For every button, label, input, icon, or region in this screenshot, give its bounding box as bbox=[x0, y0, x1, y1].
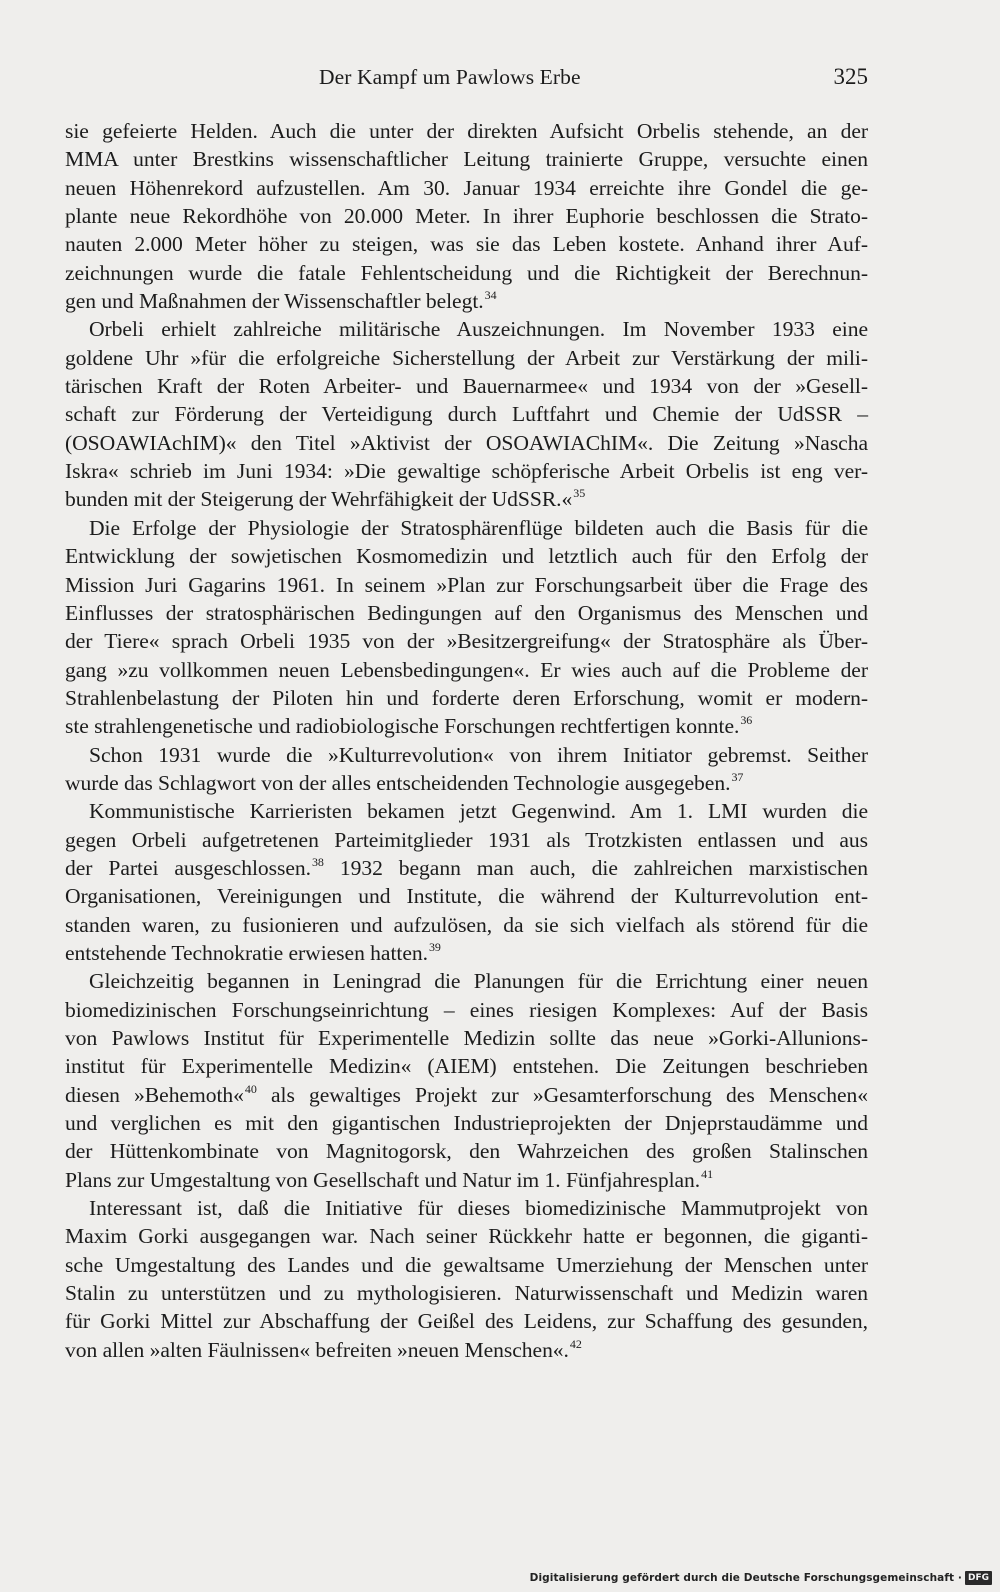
text-line bbox=[65, 627, 868, 655]
line-text: bunden mit der Steigerung der Wehrfähigkeit der UdSSR.« bbox=[65, 487, 573, 512]
line-text: Maxim Gorki ausgegangen war. Nach seiner Rückkehr hatte er begonnen, die giganti- bbox=[65, 1224, 868, 1249]
text-line bbox=[65, 769, 868, 797]
text-line bbox=[65, 457, 868, 485]
footnote-marker[interactable]: 36 bbox=[740, 713, 753, 728]
text-line bbox=[65, 1137, 868, 1165]
line-text: Plans zur Umgestaltung von Gesellschaft und Natur im 1. Fünfjahresplan. bbox=[65, 1167, 701, 1192]
text-line bbox=[65, 400, 868, 428]
dfg-logo: DFG bbox=[965, 1571, 992, 1585]
footnote-marker[interactable]: 37 bbox=[731, 769, 744, 784]
text-line bbox=[65, 117, 868, 145]
line-text: biomedizinischen Forschungseinrichtung – eines riesigen Komplexes: Auf der Basis bbox=[65, 997, 868, 1022]
line-text: ste strahlengenetische und radiobiologische Forschungen rechtfertigen konnte. bbox=[65, 714, 740, 739]
line-text: diesen »Behemoth« bbox=[65, 1082, 244, 1107]
footnote-marker[interactable]: 38 bbox=[311, 854, 324, 869]
line-text: Strahlenbelastung der Piloten hin und forderte deren Erforschung, womit er modern- bbox=[65, 685, 868, 710]
text-line bbox=[65, 1194, 868, 1222]
line-text: Iskra« schrieb im Juni 1934: »Die gewaltige schöpferische Arbeit Orbelis ist eng ver- bbox=[65, 459, 868, 484]
line-text: tärischen Kraft der Roten Arbeiter- und Bauernarmee« und 1934 von der »Gesell- bbox=[65, 374, 868, 399]
line-text: schaft zur Förderung der Verteidigung durch Luftfahrt und Chemie der UdSSR – bbox=[65, 402, 868, 427]
line-text: Mission Juri Gagarins 1961. In seinem »Plan zur Forschungsarbeit über die Frage des bbox=[65, 572, 868, 597]
text-line bbox=[65, 684, 868, 712]
footnote-marker[interactable]: 42 bbox=[569, 1336, 582, 1351]
line-text: der Partei ausgeschlossen. bbox=[65, 855, 311, 880]
text-line bbox=[65, 712, 868, 740]
text-line bbox=[65, 967, 868, 995]
page-number: 325 bbox=[833, 64, 868, 89]
footnote-marker[interactable]: 35 bbox=[573, 486, 586, 501]
text-line bbox=[65, 542, 868, 570]
text-line bbox=[65, 1307, 868, 1335]
text-line bbox=[65, 571, 868, 599]
body-text bbox=[65, 117, 868, 1364]
text-line bbox=[65, 911, 868, 939]
text-line bbox=[65, 287, 868, 315]
line-text-tail: 1932 begann man auch, die zahlreichen marxistischen bbox=[323, 855, 868, 880]
footnote-marker[interactable]: 41 bbox=[701, 1166, 714, 1181]
text-line bbox=[65, 1166, 868, 1194]
line-text: neuen Höhenrekord aufzustellen. Am 30. Januar 1934 erreichte ihre Gondel die ge- bbox=[65, 175, 868, 200]
line-text: Stalin zu unterstützen und zu mythologisieren. Naturwissenschaft und Medizin waren bbox=[65, 1281, 868, 1306]
line-text-tail: als gewaltiges Projekt zur »Gesamterforschung des Menschen« bbox=[256, 1082, 868, 1107]
text-line bbox=[65, 174, 868, 202]
text-line bbox=[65, 372, 868, 400]
text-line bbox=[65, 1279, 868, 1307]
line-text: gang »zu vollkommen neuen Lebensbedingungen«. Er wies auch auf die Probleme der bbox=[65, 657, 868, 682]
text-line bbox=[65, 202, 868, 230]
line-text: gegen Orbeli aufgetretenen Parteimitglieder 1931 als Trotzkisten entlassen und aus bbox=[65, 827, 868, 852]
line-text: Kommunistische Karrieristen bekamen jetzt Gegenwind. Am 1. LMI wurden die bbox=[89, 799, 868, 824]
text-line bbox=[65, 259, 868, 287]
running-title: Der Kampf um Pawlows Erbe bbox=[319, 65, 581, 89]
line-text: Die Erfolge der Physiologie der Stratosphärenflüge bildeten auch die Basis für die bbox=[89, 515, 868, 540]
digitization-footer bbox=[530, 1568, 992, 1588]
text-line bbox=[65, 1251, 868, 1279]
line-text: Organisationen, Vereinigungen und Institute, die während der Kulturrevolution ent- bbox=[65, 884, 868, 909]
line-text: von allen »alten Fäulnissen« befreiten »neuen Menschen«. bbox=[65, 1337, 569, 1362]
text-line bbox=[65, 1024, 868, 1052]
line-text: entstehende Technokratie erwiesen hatten. bbox=[65, 940, 428, 965]
text-line bbox=[65, 1336, 868, 1364]
text-line bbox=[65, 656, 868, 684]
footnote-marker[interactable]: 34 bbox=[484, 288, 497, 303]
text-line bbox=[65, 514, 868, 542]
line-text: von Pawlows Institut für Experimentelle Medizin sollte das neue »Gorki-Allunions- bbox=[65, 1026, 868, 1050]
line-text: Gleichzeitig begannen in Leningrad die Planungen für die Errichtung einer neuen bbox=[89, 969, 868, 994]
line-text: gen und Maßnahmen der Wissenschaftler belegt. bbox=[65, 289, 484, 314]
line-text: der Tiere« sprach Orbeli 1935 von der »Besitzergreifung« der Stratosphäre als Über- bbox=[65, 629, 868, 654]
line-text: Entwicklung der sowjetischen Kosmomedizin und letztlich auch für den Erfolg der bbox=[65, 544, 868, 569]
line-text: MMA unter Brestkins wissenschaftlicher Leitung trainierte Gruppe, versuchte einen bbox=[65, 147, 868, 172]
line-text: Schon 1931 wurde die »Kulturrevolution« von ihrem Initiator gebremst. Seither bbox=[89, 742, 868, 767]
footnote-marker[interactable]: 40 bbox=[244, 1081, 257, 1096]
text-line bbox=[65, 1222, 868, 1250]
line-text: Interessant ist, daß die Initiative für dieses biomedizinische Mammutprojekt von bbox=[89, 1196, 868, 1221]
line-text: goldene Uhr »für die erfolgreiche Sicherstellung der Arbeit zur Verstärkung der mili- bbox=[65, 345, 868, 370]
line-text: (OSOAWIAchIM)« den Titel »Aktivist der OSOAWIAChIM«. Die Zeitung »Nascha bbox=[65, 430, 868, 455]
text-line bbox=[65, 826, 868, 854]
text-line bbox=[65, 741, 868, 769]
text-line bbox=[65, 599, 868, 627]
running-head bbox=[65, 62, 868, 96]
line-text: der Hüttenkombinate von Magnitogorsk, den Wahrzeichen des großen Stalinschen bbox=[65, 1139, 868, 1164]
text-line bbox=[65, 797, 868, 825]
text-line bbox=[65, 854, 868, 882]
line-text: sie gefeierte Helden. Auch die unter der direkten Aufsicht Orbelis stehende, an der bbox=[65, 119, 868, 143]
text-line bbox=[65, 230, 868, 258]
text-line bbox=[65, 429, 868, 457]
footnote-marker[interactable]: 39 bbox=[428, 939, 441, 954]
line-text: Einflusses der stratosphärischen Bedingungen auf den Organismus des Menschen und bbox=[65, 600, 868, 625]
line-text: institut für Experimentelle Medizin« (AIEM) entstehen. Die Zeitungen beschrieben bbox=[65, 1054, 868, 1079]
text-line bbox=[65, 1081, 868, 1109]
line-text: zeichnungen wurde die fatale Fehlentscheidung und die Richtigkeit der Berechnun- bbox=[65, 260, 868, 285]
text-line bbox=[65, 315, 868, 343]
text-line bbox=[65, 145, 868, 173]
line-text: standen waren, zu fusionieren und aufzulösen, da sie sich vielfach als störend für die bbox=[65, 912, 868, 937]
text-line bbox=[65, 1109, 868, 1137]
line-text: für Gorki Mittel zur Abschaffung der Geißel des Leidens, zur Schaffung des gesunden, bbox=[65, 1309, 868, 1334]
text-line bbox=[65, 939, 868, 967]
line-text: Orbeli erhielt zahlreiche militärische Auszeichnungen. Im November 1933 eine bbox=[89, 317, 868, 342]
line-text: plante neue Rekordhöhe von 20.000 Meter. In ihrer Euphorie beschlossen die Strato- bbox=[65, 204, 868, 229]
line-text: und verglichen es mit den gigantischen Industrieprojekten der Dnjeprstaudämme und bbox=[65, 1111, 868, 1136]
line-text: sche Umgestaltung des Landes und die gewaltsame Umerziehung der Menschen unter bbox=[65, 1252, 868, 1277]
text-line bbox=[65, 1052, 868, 1080]
text-line bbox=[65, 882, 868, 910]
line-text: wurde das Schlagwort von der alles entscheidenden Technologie ausgegeben. bbox=[65, 770, 731, 795]
text-line bbox=[65, 996, 868, 1024]
text-line bbox=[65, 344, 868, 372]
line-text: nauten 2.000 Meter höher zu steigen, was sie das Leben kostete. Anhand ihrer Auf- bbox=[65, 232, 868, 257]
funding-note: Digitalisierung gefördert durch die Deutsche Forschungsgemeinschaft · bbox=[529, 1572, 962, 1584]
text-line bbox=[65, 485, 868, 513]
